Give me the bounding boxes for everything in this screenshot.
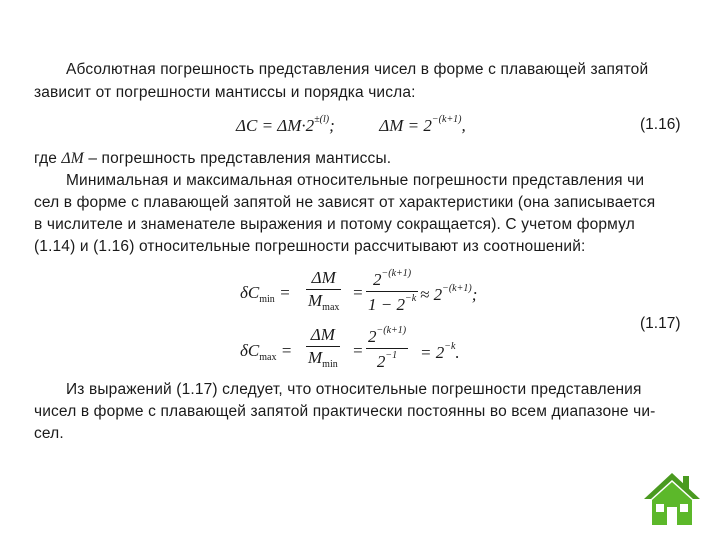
eq116-end: , bbox=[461, 116, 466, 135]
paragraph1-line1: Абсолютная погрешность представления чисел в форме с плавающей запятой bbox=[66, 61, 649, 78]
eq117-row1-eq: = bbox=[352, 283, 364, 302]
eq116-left: ΔC = ΔM·2 bbox=[236, 116, 315, 135]
paragraph3-line3: сел. bbox=[34, 425, 64, 442]
paragraph2-line4: (1.14) и (1.16) относительные погрешности рассчитывают из соотношений: bbox=[34, 238, 586, 255]
where-text: – погрешность представления мантиссы. bbox=[88, 150, 392, 167]
eq117-row1-approx: ≈ $2^{-(k+1)}$; bbox=[420, 283, 478, 304]
where-line bbox=[34, 150, 391, 168]
paragraph3-line2: чисел в форме с плавающей запятой практически постоянны во всем диапазоне чи- bbox=[34, 403, 656, 420]
equation-number-1-17: (1.17) bbox=[640, 315, 681, 332]
eq116-right-exp: −(k+1) bbox=[431, 114, 462, 125]
equation-1-16 bbox=[236, 114, 466, 136]
paragraph2-line2: сел в форме с плавающей запятой не зависят от характеристики (она записывается bbox=[34, 194, 656, 211]
eq117-row2-lhs: $\delta C_{max}$ = bbox=[240, 341, 293, 363]
where-symbol: ΔM bbox=[61, 150, 84, 167]
eq116-right: ΔM = 2 bbox=[379, 116, 432, 135]
eq117-row1-lhs: $\delta C_{min}$ = bbox=[240, 283, 291, 305]
home-icon[interactable] bbox=[642, 470, 702, 528]
paragraph3-line1: Из выражений (1.17) следует, что относительные погрешности представления bbox=[66, 381, 642, 398]
eq116-sep: ; bbox=[329, 116, 335, 135]
eq117-row1-frac1: ΔM $M_{max}$ bbox=[308, 268, 340, 313]
eq117-row2-eq: = bbox=[352, 341, 364, 360]
paragraph1-line2: зависит от погрешности мантиссы и порядка числа: bbox=[34, 84, 416, 101]
eq117-row1-frac2: $2^{-(k+1)}$ $1 - 2^{-k}$ bbox=[368, 268, 417, 314]
eq116-left-exp: ±(l) bbox=[314, 114, 330, 125]
paragraph2-line1: Минимальная и максимальная относительные погрешности представления чи bbox=[66, 172, 645, 189]
where-prefix: где bbox=[34, 150, 58, 167]
paragraph2-line3: в числителе и знаменателе выражения и потому сокращается). С учетом формул bbox=[34, 216, 635, 233]
eq117-row2-frac2: $2^{-(k+1)}$ $2^{-1}$ bbox=[368, 325, 407, 371]
eq117-row2-approx: = $2^{-k}$. bbox=[420, 341, 460, 362]
eq117-row2-frac1: ΔM $M_{min}$ bbox=[308, 325, 338, 370]
equation-number-1-16: (1.16) bbox=[640, 116, 681, 133]
